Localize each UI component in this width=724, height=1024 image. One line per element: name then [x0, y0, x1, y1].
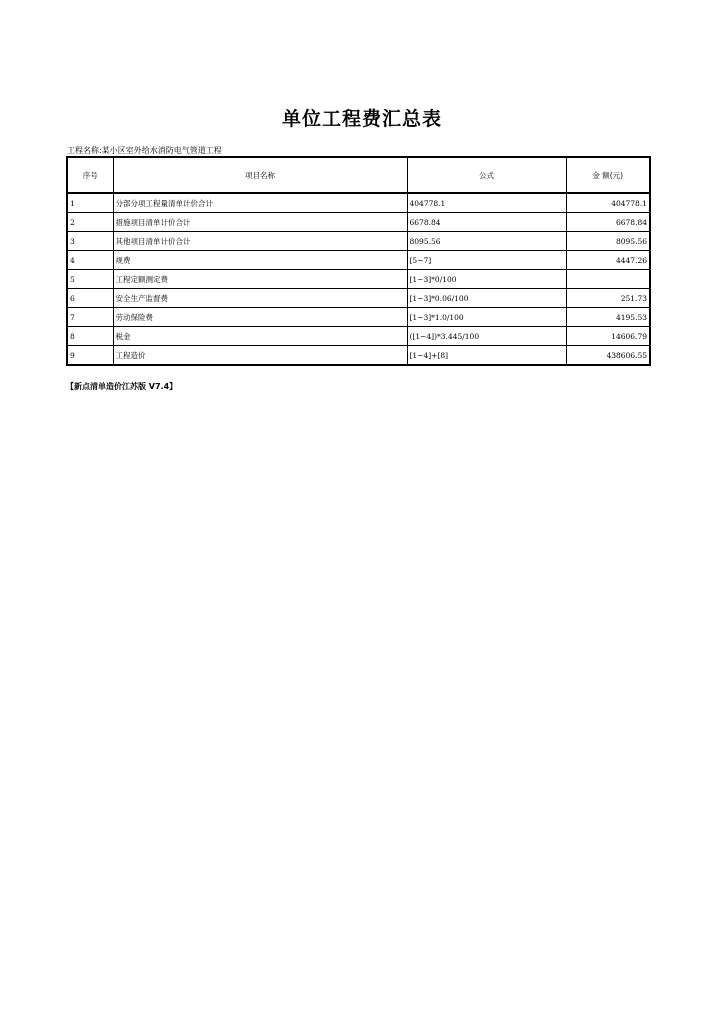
- row-amount: 6678.84: [566, 213, 650, 232]
- row-item: 分部分项工程量清单计价合计: [113, 193, 407, 213]
- row-formula: [1~3]*0.06/100: [407, 289, 566, 308]
- row-seq: 2: [67, 213, 113, 232]
- project-name-line: [67, 145, 222, 156]
- header-formula: 公式: [407, 157, 566, 193]
- software-footer: 【新点清单造价江苏版 V7.4】: [66, 382, 178, 391]
- table-row: [67, 232, 650, 251]
- row-amount: 438606.55: [566, 346, 650, 366]
- table-row: [67, 270, 650, 289]
- fee-summary-table: [66, 156, 651, 366]
- row-amount: 14606.79: [566, 327, 650, 346]
- table-row: [67, 308, 650, 327]
- row-formula: ([1~4])*3.445/100: [407, 327, 566, 346]
- row-amount: 8095.56: [566, 232, 650, 251]
- row-amount: 404778.1: [566, 193, 650, 213]
- row-formula: [1~3]*1.0/100: [407, 308, 566, 327]
- row-item: 劳动保险费: [113, 308, 407, 327]
- row-formula: 6678.84: [407, 213, 566, 232]
- row-seq: 7: [67, 308, 113, 327]
- row-seq: 9: [67, 346, 113, 366]
- row-amount: 4447.26: [566, 251, 650, 270]
- row-seq: 1: [67, 193, 113, 213]
- row-seq: 4: [67, 251, 113, 270]
- row-seq: 8: [67, 327, 113, 346]
- row-seq: 6: [67, 289, 113, 308]
- row-amount: [566, 270, 650, 289]
- row-seq: 5: [67, 270, 113, 289]
- table-row: [67, 213, 650, 232]
- table-row: [67, 327, 650, 346]
- row-item: 措施项目清单计价合计: [113, 213, 407, 232]
- row-formula: [5~7]: [407, 251, 566, 270]
- row-item: 税金: [113, 327, 407, 346]
- header-seq: 序号: [67, 157, 113, 193]
- row-amount: 4195.53: [566, 308, 650, 327]
- header-amount: 金 额(元): [566, 157, 650, 193]
- header-item: 项目名称: [113, 157, 407, 193]
- row-amount: 251.73: [566, 289, 650, 308]
- row-item: 工程造价: [113, 346, 407, 366]
- row-item: 安全生产监督费: [113, 289, 407, 308]
- row-seq: 3: [67, 232, 113, 251]
- row-item: 其他项目清单计价合计: [113, 232, 407, 251]
- table-row: [67, 251, 650, 270]
- row-formula: [1~4]+[8]: [407, 346, 566, 366]
- project-label: 工程名称:: [67, 146, 102, 155]
- row-formula: [1~3]*0/100: [407, 270, 566, 289]
- row-item: 工程定额测定费: [113, 270, 407, 289]
- table-header-row: [67, 157, 650, 193]
- row-formula: 8095.56: [407, 232, 566, 251]
- page-title: 单位工程费汇总表: [281, 108, 442, 130]
- row-formula: 404778.1: [407, 193, 566, 213]
- table-row: [67, 289, 650, 308]
- table-row: [67, 193, 650, 213]
- row-item: 规费: [113, 251, 407, 270]
- table-row: [67, 346, 650, 366]
- project-name: 某小区室外给水消防电气管道工程: [101, 146, 222, 155]
